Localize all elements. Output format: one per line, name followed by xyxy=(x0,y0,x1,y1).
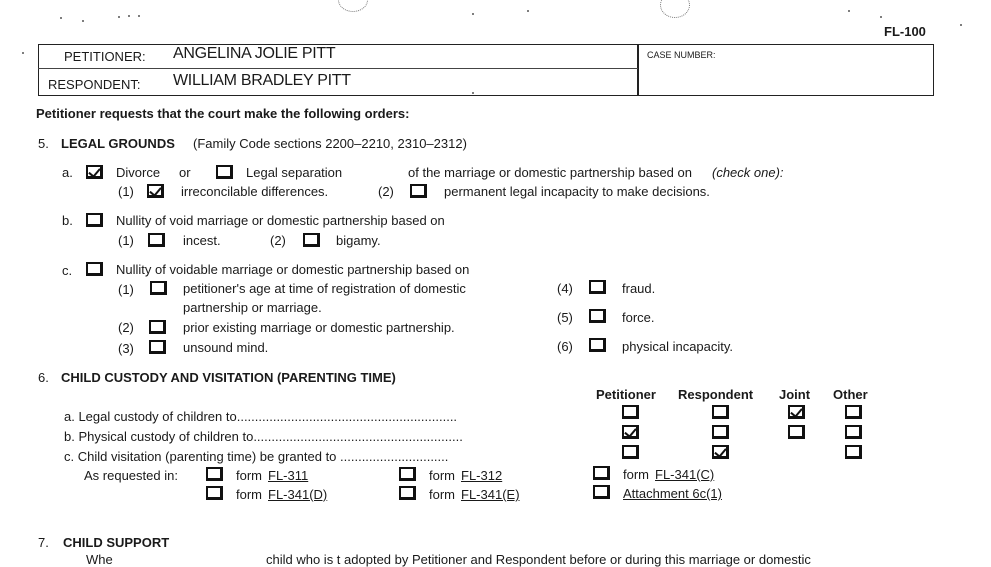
legal-custody-respondent-checkbox[interactable] xyxy=(712,405,729,419)
incapacity-label: permanent legal incapacity to make decisions. xyxy=(444,184,710,199)
irreconcilable-checkbox[interactable] xyxy=(147,184,164,198)
respondent-label: RESPONDENT: xyxy=(48,77,141,92)
item-5c5-number: (5) xyxy=(557,310,573,325)
scan-speck xyxy=(128,15,130,17)
legal-separation-label: Legal separation xyxy=(246,165,343,180)
divorce-label: Divorce xyxy=(116,165,161,180)
petitioner-age-label-2: partnership or marriage. xyxy=(183,300,322,315)
section-7-text: child who is t adopted by Petitioner and Respondent before or during this marriage or domestic xyxy=(266,552,811,567)
fl341c-form-label: form xyxy=(623,467,649,482)
legal-custody-label: a. Legal custody of children to............................................................. xyxy=(64,409,458,424)
fraud-label: fraud. xyxy=(622,281,656,296)
physical-custody-joint-checkbox[interactable] xyxy=(788,425,805,439)
item-5a1-number: (1) xyxy=(118,184,134,199)
visitation-label: c. Child visitation (parenting time) be granted to .............................. xyxy=(64,449,449,464)
fl312-checkbox[interactable] xyxy=(399,467,416,481)
col-respondent: Respondent xyxy=(678,387,754,402)
item-5c4-number: (4) xyxy=(557,281,573,296)
bigamy-checkbox[interactable] xyxy=(303,233,320,247)
scan-speck xyxy=(118,16,120,18)
or-label: or xyxy=(179,165,191,180)
nullity-voidable-label: Nullity of voidable marriage or domestic partnership based on xyxy=(116,262,470,277)
section-5-code: (Family Code sections 2200–2210, 2310–2312) xyxy=(193,136,467,151)
item-5c6-number: (6) xyxy=(557,339,573,354)
physical-custody-label: b. Physical custody of children to.......................................................... xyxy=(64,429,463,444)
item-5a-letter: a. xyxy=(62,165,73,180)
col-joint: Joint xyxy=(779,387,811,402)
visitation-other-checkbox[interactable] xyxy=(845,445,862,459)
physical-custody-other-checkbox[interactable] xyxy=(845,425,862,439)
scan-speck xyxy=(880,16,882,18)
prior-marriage-checkbox[interactable] xyxy=(149,320,166,334)
fl312-form-label: form xyxy=(429,468,455,483)
incapacity-checkbox[interactable] xyxy=(410,184,427,198)
col-petitioner: Petitioner xyxy=(596,387,656,402)
petitioner-name: ANGELINA JOLIE PITT xyxy=(173,45,336,62)
item-5c3-number: (3) xyxy=(118,341,134,356)
incest-label: incest. xyxy=(183,233,221,248)
nullity-voidable-checkbox[interactable] xyxy=(86,262,103,276)
fl341c-checkbox[interactable] xyxy=(593,466,610,480)
irreconcilable-label: irreconcilable differences. xyxy=(181,184,329,199)
based-on-text: of the marriage or domestic partnership based on xyxy=(408,165,692,180)
fl311-form-label: form xyxy=(236,468,262,483)
nullity-void-checkbox[interactable] xyxy=(86,213,103,227)
section-6-number: 6. xyxy=(38,370,49,385)
bigamy-label: bigamy. xyxy=(336,233,381,248)
caption-divider xyxy=(637,44,639,96)
item-5c-letter: c. xyxy=(62,263,73,278)
item-5a2-number: (2) xyxy=(378,184,394,199)
orders-intro: Petitioner requests that the court make the following orders: xyxy=(36,106,410,121)
scan-speck xyxy=(138,15,140,17)
as-requested-label: As requested in: xyxy=(84,468,178,483)
incest-checkbox[interactable] xyxy=(148,233,165,247)
section-5-number: 5. xyxy=(38,136,49,151)
item-5c2-number: (2) xyxy=(118,320,134,335)
visitation-respondent-checkbox[interactable] xyxy=(712,445,729,459)
scan-speck xyxy=(472,13,474,15)
col-other: Other xyxy=(833,387,868,402)
punch-hole-right xyxy=(660,0,690,18)
scan-speck xyxy=(82,20,84,22)
punch-hole-left xyxy=(338,0,368,12)
visitation-petitioner-checkbox[interactable] xyxy=(622,445,639,459)
respondent-name: WILLIAM BRADLEY PITT xyxy=(173,72,351,89)
section-7-title: CHILD SUPPORT xyxy=(63,535,170,550)
fl312-link[interactable]: FL-312 xyxy=(461,468,503,483)
item-5b-letter: b. xyxy=(62,213,73,228)
petitioner-label: PETITIONER: xyxy=(64,49,146,64)
caption-row-divider xyxy=(38,68,638,69)
fl341e-form-label: form xyxy=(429,487,455,502)
fl341e-link[interactable]: FL-341(E) xyxy=(461,487,520,502)
nullity-void-label: Nullity of void marriage or domestic partnership based on xyxy=(116,213,445,228)
fl341c-link[interactable]: FL-341(C) xyxy=(655,467,715,482)
physical-custody-petitioner-checkbox[interactable] xyxy=(622,425,639,439)
prior-marriage-label: prior existing marriage or domestic partnership. xyxy=(183,320,455,335)
fl341e-checkbox[interactable] xyxy=(399,486,416,500)
scan-speck xyxy=(60,17,62,19)
item-5b2-number: (2) xyxy=(270,233,286,248)
scan-speck xyxy=(848,10,850,12)
legal-custody-other-checkbox[interactable] xyxy=(845,405,862,419)
case-number-label: CASE NUMBER: xyxy=(647,50,716,60)
item-5c1-number: (1) xyxy=(118,282,134,297)
section-7-text-start: Whe xyxy=(86,552,113,567)
section-5-title: LEGAL GROUNDS xyxy=(61,136,175,151)
unsound-mind-label: unsound mind. xyxy=(183,340,269,355)
force-checkbox[interactable] xyxy=(589,309,606,323)
legal-custody-petitioner-checkbox[interactable] xyxy=(622,405,639,419)
fl341d-checkbox[interactable] xyxy=(206,486,223,500)
divorce-checkbox[interactable] xyxy=(86,165,103,179)
scan-speck xyxy=(22,52,24,54)
force-label: force. xyxy=(622,310,655,325)
petitioner-age-label-1: petitioner's age at time of registration of domestic xyxy=(183,281,466,296)
item-5b1-number: (1) xyxy=(118,233,134,248)
fl311-checkbox[interactable] xyxy=(206,467,223,481)
check-one-text: (check one): xyxy=(712,165,784,180)
section-7-number: 7. xyxy=(38,535,49,550)
attachment-6c1-checkbox[interactable] xyxy=(593,485,610,499)
physical-incapacity-checkbox[interactable] xyxy=(589,338,606,352)
unsound-mind-checkbox[interactable] xyxy=(149,340,166,354)
scan-speck xyxy=(960,24,962,26)
section-6-title: CHILD CUSTODY AND VISITATION (PARENTING TIME) xyxy=(61,370,396,385)
legal-separation-checkbox[interactable] xyxy=(216,165,233,179)
form-id: FL-100 xyxy=(884,24,926,39)
fl341d-link[interactable]: FL-341(D) xyxy=(268,487,328,502)
physical-custody-respondent-checkbox[interactable] xyxy=(712,425,729,439)
fl341d-form-label: form xyxy=(236,487,262,502)
legal-custody-joint-checkbox[interactable] xyxy=(788,405,805,419)
fl311-link[interactable]: FL-311 xyxy=(268,468,309,483)
petitioner-age-checkbox[interactable] xyxy=(150,281,167,295)
attachment-6c1-link[interactable]: Attachment 6c(1) xyxy=(623,486,722,501)
scan-speck xyxy=(527,10,529,12)
fraud-checkbox[interactable] xyxy=(589,280,606,294)
physical-incapacity-label: physical incapacity. xyxy=(622,339,734,354)
